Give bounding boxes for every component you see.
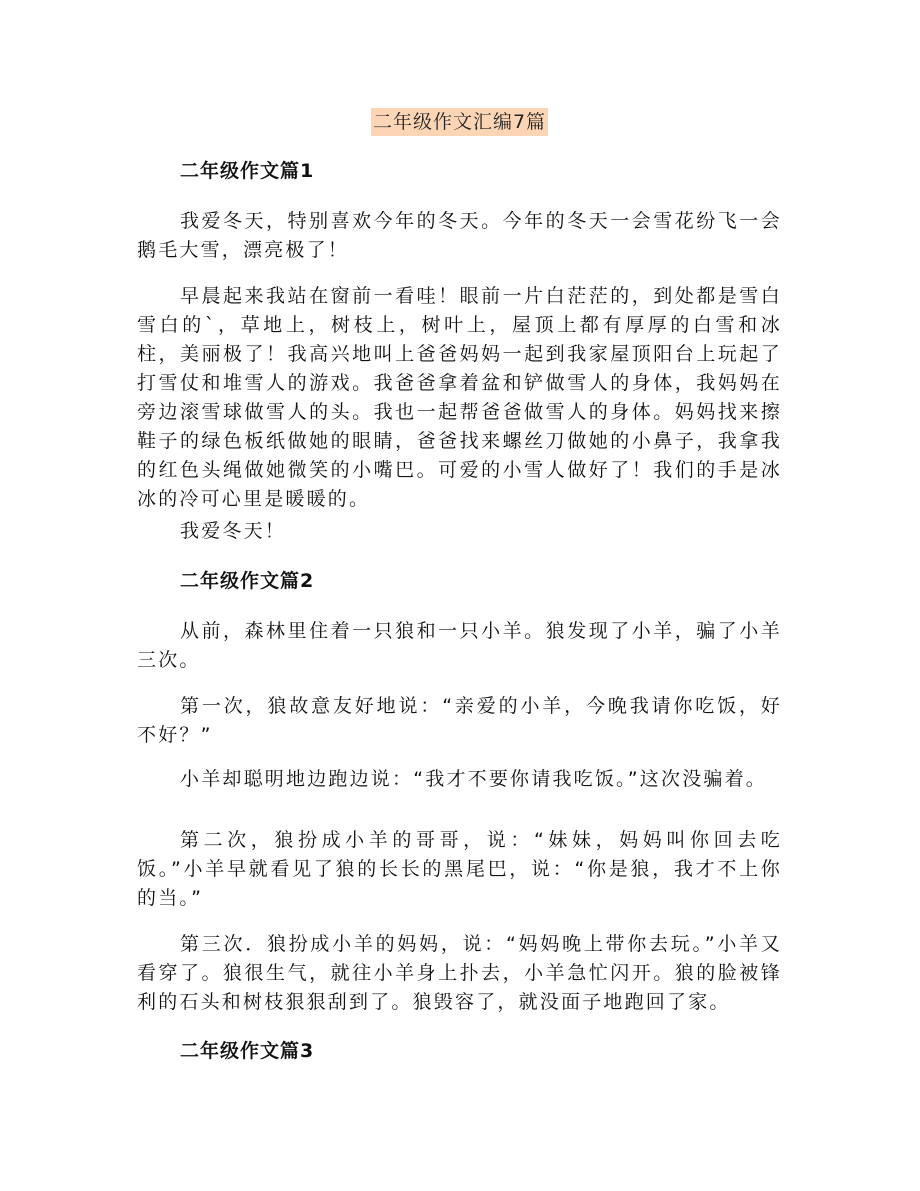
document-title-container [137,108,782,136]
paragraph: 第一次，狼故意友好地说：“亲爱的小羊，今晚我请你吃饭，好不好？” [137,695,782,746]
paragraph: 早晨起来我站在窗前一看哇！眼前一片白茫茫的，到处都是雪白雪白的`，草地上，树枝上，树叶上，屋顶上都有厚厚的白雪和冰柱，美丽极了！我高兴地叫上爸爸妈妈一起到我家屋顶阳台上玩起了打雪仗和堆雪人的游戏。我爸爸拿着盆和铲做雪人的身体，我妈妈在旁边滚雪球做雪人的头。我也一起帮爸爸做雪人的身体。妈妈找来擦鞋子的绿色板纸做她的眼睛，爸爸找来螺丝刀做她的小鼻子，我拿我的红色头绳做她微笑的小嘴巴。可爱的小雪人做好了！我们的手是冰冰的冷可心里是暖暖的。 [137,285,782,510]
section-heading: 二年级作文篇1 [180,160,315,182]
paragraph: 第二次，狼扮成小羊的哥哥，说：“妹妹，妈妈叫你回去吃饭。”小羊早就看见了狼的长长的黑尾巴，说：“你是狼，我才不上你的当。” [137,829,782,909]
section-1-paragraph-3 [137,517,782,546]
section-1-paragraph-1 [137,207,782,265]
paragraph: 我爱冬天，特别喜欢今年的冬天。今年的冬天一会雪花纷飞一会鹅毛大雪，漂亮极了！ [137,210,782,261]
paragraph: 从前，森林里住着一只狼和一只小羊。狼发现了小羊，骗了小羊三次。 [137,620,782,671]
section-1-paragraph-2 [137,282,782,514]
section-3-heading-block [137,1037,782,1066]
section-heading: 二年级作文篇3 [180,1040,315,1062]
paragraph: 小羊却聪明地边跑边说：“我才不要你请我吃饭。”这次没骗着。 [180,768,767,790]
section-2-paragraph-1 [137,617,782,675]
paragraph: 第三次．狼扮成小羊的妈妈，说：“妈妈晚上带你去玩。”小羊又看穿了。狼很生气，就往小羊身上扑去，小羊急忙闪开。狼的脸被锋利的石头和树枝狠狠刮到了。狼毁容了，就没面子地跑回了家。 [137,933,782,1013]
section-2-paragraph-3 [137,765,782,794]
section-1-heading-block [137,157,782,186]
document-title: 二年级作文汇编7篇 [371,108,548,136]
section-2-paragraph-5 [137,930,782,1017]
section-2-heading-block [137,567,782,596]
paragraph: 我爱冬天！ [180,520,287,542]
section-2-paragraph-4 [137,826,782,913]
section-heading: 二年级作文篇2 [180,570,315,592]
section-2-paragraph-2 [137,692,782,750]
